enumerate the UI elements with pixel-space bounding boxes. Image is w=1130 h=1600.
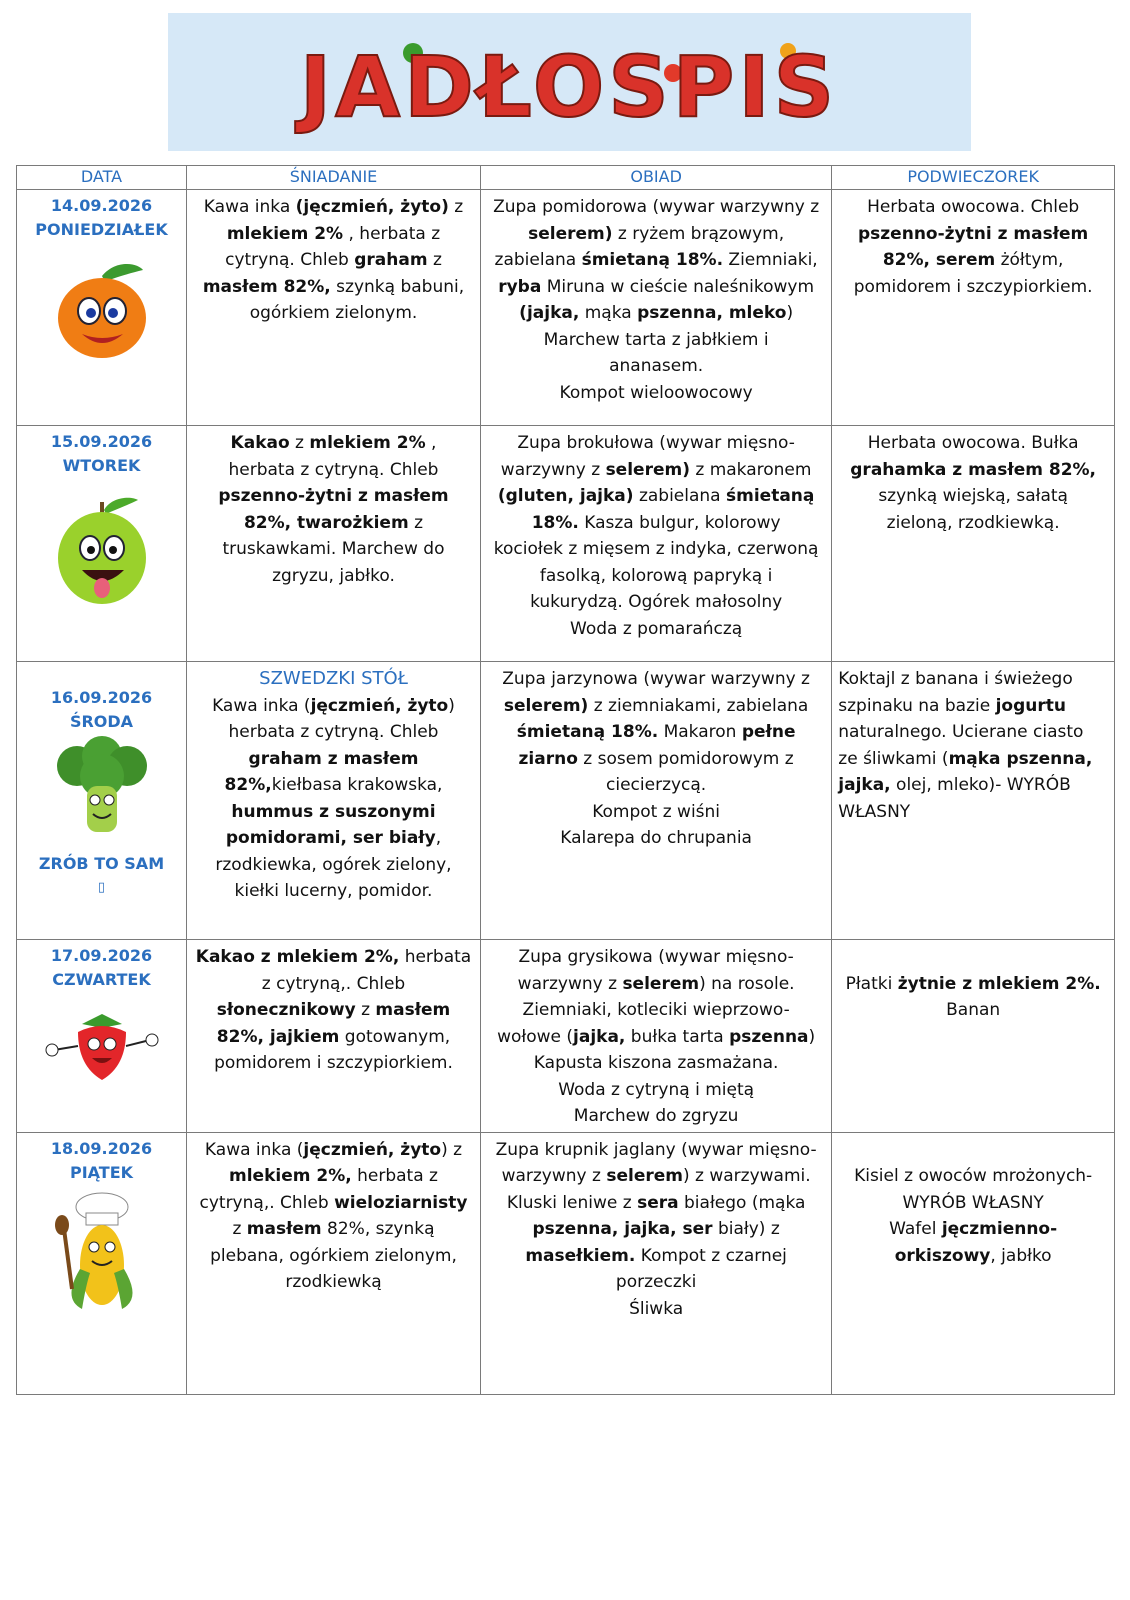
menu-text: jogurtu: [995, 695, 1066, 716]
menu-text: olej, mleko)- WYRÓB: [890, 775, 1071, 795]
menu-text: warzywny z: [500, 459, 606, 480]
breakfast-cell: [187, 940, 481, 1133]
menu-text: jęczmień, żyto: [303, 1139, 442, 1160]
menu-text: sera: [637, 1192, 679, 1213]
menu-line: [487, 274, 825, 301]
date: 14.09.2026: [50, 196, 153, 215]
menu-line: [193, 430, 474, 457]
weekday: PIĄTEK: [69, 1162, 134, 1182]
note-mark: ▯: [97, 880, 106, 895]
menu-text: wołowe (: [497, 1026, 574, 1047]
menu-text: Herbata owocowa. Bułka: [867, 433, 1079, 453]
menu-line: [838, 746, 1108, 773]
menu-text: kukurydzą. Ogórek małosolny: [530, 592, 783, 612]
menu-line: [193, 1269, 474, 1296]
banner-title: JADŁOSPIS: [299, 38, 839, 136]
menu-line: [193, 1243, 474, 1270]
lunch-cell: [480, 940, 831, 1133]
menu-text: selerem: [622, 973, 700, 994]
menu-text: ) z warzywami.: [682, 1166, 811, 1186]
menu-text: rzodkiewka, ogórek zielony,: [215, 854, 452, 875]
menu-line: [193, 1024, 474, 1051]
menu-line: [193, 852, 474, 879]
menu-line: [487, 825, 825, 852]
menu-text: żytnie z mlekiem 2%.: [897, 973, 1101, 994]
menu-text: jęczmień, żyto: [310, 695, 449, 716]
menu-line: [838, 719, 1108, 746]
day-row: [17, 190, 1115, 426]
menu-text: Ziemniaki,: [723, 250, 818, 270]
menu-text: z: [408, 512, 424, 533]
menu-text: pełne: [741, 722, 796, 742]
menu-line: [838, 247, 1108, 274]
menu-text: Kompot z czarnej: [635, 1245, 787, 1266]
menu-line: [193, 194, 474, 221]
menu-text: Kasza bulgur, kolorowy: [578, 512, 781, 533]
menu-line: [838, 1137, 1108, 1164]
menu-text: pszenna: [729, 1026, 809, 1047]
menu-line: [193, 300, 474, 327]
menu-text: graham z masłem: [248, 748, 419, 769]
menu-line: [487, 247, 825, 274]
menu-line: [487, 1296, 825, 1323]
menu-text: Kakao: [230, 433, 290, 453]
menu-text: kiełki lucerny, pomidor.: [234, 881, 433, 901]
menu-text: ze śliwkami (: [838, 748, 949, 769]
menu-line: [487, 221, 825, 248]
menu-table: [16, 165, 1115, 1395]
menu-text: naturalnego. Ucierane ciasto: [838, 722, 1084, 742]
menu-text: (jajka,: [519, 303, 580, 323]
menu-text: (gluten, jajka): [497, 486, 634, 506]
menu-text: Zupa grysikowa (wywar mięsno-: [518, 947, 794, 967]
menu-text: Kalarepa do chrupania: [560, 828, 752, 848]
menu-line: [487, 589, 825, 616]
menu-text: Zupa jarzynowa (wywar warzywny z: [502, 669, 810, 689]
menu-text: Zupa krupnik jaglany (wywar mięsno-: [495, 1139, 817, 1160]
menu-line: [838, 1190, 1108, 1217]
menu-line: [487, 666, 825, 693]
menu-text: Makaron: [658, 722, 742, 742]
menu-line: [487, 457, 825, 484]
menu-text: z: [448, 197, 464, 217]
menu-text: z makaronem: [689, 459, 812, 480]
menu-text: Ziemniaki, kotleciki wieprzowo-: [522, 1000, 790, 1020]
menu-line: [487, 536, 825, 563]
menu-text: Wafel: [889, 1219, 942, 1239]
menu-text: śmietaną 18%.: [581, 250, 724, 270]
snack-cell: [832, 1132, 1115, 1394]
menu-text: hummus z suszonymi: [231, 801, 436, 822]
menu-line: [487, 1269, 825, 1296]
menu-line: [838, 1243, 1108, 1270]
menu-line: [838, 194, 1108, 221]
menu-text: Woda z cytryną i miętą: [558, 1079, 755, 1100]
menu-line: [193, 274, 474, 301]
menu-line: [193, 693, 474, 720]
menu-line: [487, 194, 825, 221]
menu-text: jęczmienno-: [941, 1219, 1058, 1239]
menu-line: [487, 799, 825, 826]
date: 16.09.2026: [50, 688, 153, 707]
menu-text: pszenno-żytni z masłem: [218, 486, 449, 506]
menu-line: [487, 1077, 825, 1104]
menu-line: [193, 878, 474, 905]
menu-text: z: [232, 1219, 247, 1239]
menu-text: graham: [354, 250, 428, 270]
menu-text: herbata z cytryną. Chleb: [228, 722, 439, 742]
menu-text: [970, 1140, 975, 1160]
menu-text: rzodkiewką: [285, 1272, 382, 1292]
header-date: DATA: [17, 166, 187, 190]
menu-line: [838, 772, 1108, 799]
menu-line: [193, 1137, 474, 1164]
menu-text: zabielana: [494, 250, 582, 270]
menu-line: [487, 971, 825, 998]
menu-text: selerem): [503, 695, 589, 716]
menu-text: , herbata z: [343, 223, 441, 244]
menu-text: 82%, jajkiem: [216, 1026, 340, 1047]
date: 18.09.2026: [50, 1138, 153, 1158]
menu-text: Kawa inka (: [204, 1139, 304, 1160]
menu-text: mlekiem 2%: [309, 433, 426, 453]
menu-line: [487, 746, 825, 773]
menu-line: [487, 380, 825, 407]
menu-text: mąka: [579, 303, 638, 323]
menu-text: , jabłko: [990, 1245, 1052, 1266]
menu-text: ) na rosole.: [699, 973, 795, 994]
menu-line: [193, 971, 474, 998]
menu-line: [193, 536, 474, 563]
menu-text: z: [289, 433, 310, 453]
menu-text: szpinaku na bazie: [838, 695, 996, 716]
menu-line: [487, 719, 825, 746]
menu-text: szynką babuni,: [330, 276, 465, 297]
menu-text: Banan: [946, 1000, 1001, 1020]
title-banner: [168, 13, 971, 151]
menu-text: wieloziarnisty: [334, 1192, 468, 1213]
menu-text: Miruna w cieście naleśnikowym: [541, 276, 815, 297]
menu-text: 82%,: [224, 775, 272, 795]
day-row: [17, 662, 1115, 940]
menu-line: [487, 1024, 825, 1051]
menu-text: z sosem pomidorowym z: [577, 748, 794, 769]
breakfast-cell: [187, 662, 481, 940]
menu-text: ziarno: [518, 748, 578, 769]
menu-line: [487, 430, 825, 457]
menu-line: [838, 971, 1108, 998]
menu-text: śmietaną: [726, 486, 815, 506]
menu-text: Płatki: [845, 973, 898, 994]
header-snack: PODWIECZOREK: [832, 166, 1115, 190]
menu-line: [487, 353, 825, 380]
menu-text: masłem 82%,: [202, 276, 331, 297]
weekday: ŚRODA: [69, 712, 134, 731]
menu-text: masłem: [375, 1000, 451, 1020]
weekday: PONIEDZIAŁEK: [35, 220, 168, 239]
menu-line: [487, 483, 825, 510]
breakfast-title: SZWEDZKI STÓŁ: [259, 668, 408, 689]
menu-text: herbata z: [351, 1166, 438, 1186]
menu-text: szynką wiejską, sałatą: [878, 486, 1068, 506]
menu-text: słonecznikowy: [216, 1000, 356, 1020]
snack-cell: [832, 662, 1115, 940]
menu-text: warzywny z: [501, 1166, 607, 1186]
menu-text: ciecierzycą.: [606, 775, 707, 795]
date-cell: [17, 190, 187, 426]
menu-line: [193, 746, 474, 773]
menu-text: bułka tarta: [625, 1026, 730, 1047]
breakfast-cell: [187, 190, 481, 426]
menu-text: ryba: [498, 276, 542, 297]
menu-text: selerem): [605, 459, 690, 480]
header-lunch: OBIAD: [480, 166, 831, 190]
menu-text: zabielana: [633, 486, 727, 506]
menu-line: [193, 997, 474, 1024]
menu-text: jajka,: [838, 775, 891, 795]
menu-line: [487, 300, 825, 327]
menu-line: [487, 693, 825, 720]
menu-text: ogórkiem zielonym.: [249, 303, 418, 323]
lunch-cell: [480, 190, 831, 426]
menu-text: z cytryną,. Chleb: [261, 973, 406, 994]
menu-text: Kawa inka: [203, 197, 296, 217]
date-cell: [17, 940, 187, 1133]
menu-line: [193, 825, 474, 852]
menu-text: Marchew tarta z jabłkiem i: [543, 329, 769, 350]
day-row: [17, 426, 1115, 662]
menu-text: mąka pszenna,: [948, 748, 1093, 769]
menu-line: [193, 1216, 474, 1243]
menu-text: jajka,: [573, 1026, 626, 1047]
menu-line: [193, 799, 474, 826]
orange-character-icon: [47, 256, 157, 366]
menu-line: [193, 221, 474, 248]
banner-title-art: [168, 13, 971, 151]
menu-line: [487, 772, 825, 799]
menu-text: porzeczki: [615, 1272, 697, 1292]
menu-text: 18%.: [531, 512, 579, 533]
menu-text: ): [448, 695, 455, 716]
menu-line: [193, 1163, 474, 1190]
corn-chef-character-icon: [42, 1189, 162, 1315]
date: 17.09.2026: [50, 946, 153, 965]
menu-line: [193, 944, 474, 971]
menu-text: cytryną. Chleb: [225, 250, 355, 270]
menu-line: [487, 1103, 825, 1130]
menu-text: biały) z: [712, 1219, 780, 1239]
menu-line: [838, 430, 1108, 457]
menu-text: Zupa pomidorowa (wywar warzywny z: [493, 197, 820, 217]
header-breakfast: ŚNIADANIE: [187, 166, 481, 190]
menu-line: [487, 1190, 825, 1217]
menu-line: [487, 1216, 825, 1243]
menu-line: [487, 510, 825, 537]
menu-text: Kapusta kiszona zasmażana.: [533, 1053, 779, 1073]
day-row: [17, 940, 1115, 1133]
snack-cell: [832, 190, 1115, 426]
menu-text: mlekiem 2%: [226, 223, 344, 244]
menu-text: białego (mąka: [678, 1192, 806, 1213]
menu-text: pomidorami, ser biały: [225, 828, 436, 848]
day-row: [17, 1132, 1115, 1394]
menu-text: z ziemniakami, zabielana: [588, 695, 809, 716]
date-cell: [17, 1132, 187, 1394]
menu-line: [838, 510, 1108, 537]
menu-line: [193, 719, 474, 746]
menu-line: [487, 327, 825, 354]
menu-text: z ryżem brązowym,: [612, 223, 785, 244]
broccoli-character-icon: [47, 736, 157, 842]
menu-line: [487, 1137, 825, 1164]
menu-text: plebana, ogórkiem zielonym,: [210, 1245, 457, 1266]
menu-line: [838, 799, 1108, 826]
menu-text: WYRÓB WŁASNY: [902, 1192, 1044, 1213]
menu-text: gotowanym,: [339, 1026, 451, 1047]
date-cell: [17, 426, 187, 662]
menu-text: z: [427, 250, 442, 270]
menu-line: [193, 483, 474, 510]
menu-text: śmietaną 18%.: [516, 722, 659, 742]
menu-text: mlekiem 2%,: [229, 1166, 352, 1186]
menu-text: pszenno-żytni z masłem: [858, 223, 1089, 244]
weekday: CZWARTEK: [52, 970, 151, 989]
menu-line: [487, 616, 825, 643]
menu-line: [838, 483, 1108, 510]
menu-text: Kluski leniwe z: [506, 1192, 638, 1213]
date: 15.09.2026: [50, 432, 153, 451]
menu-line: [838, 693, 1108, 720]
menu-text: Herbata owocowa. Chleb: [867, 197, 1080, 217]
menu-text: kociołek z mięsem z indyka, czerwoną: [493, 539, 819, 559]
menu-text: (jęczmień, żyto): [295, 197, 449, 217]
menu-text: orkiszowy: [894, 1245, 991, 1266]
menu-line: [487, 1163, 825, 1190]
menu-text: truskawkami. Marchew do: [222, 539, 445, 559]
menu-text: masłem: [246, 1219, 322, 1239]
menu-line: [838, 1216, 1108, 1243]
menu-text: Koktajl z banana i świeżego: [838, 669, 1073, 689]
menu-text: Kompot z wiśni: [592, 801, 721, 822]
menu-text: pszenna, jajka, ser: [532, 1219, 713, 1239]
menu-text: pomidorem i szczypiorkiem.: [853, 276, 1093, 297]
menu-line: [838, 997, 1108, 1024]
menu-text: Zupa brokułowa (wywar mięsno-: [517, 433, 795, 453]
menu-text: grahamka z masłem 82%,: [850, 459, 1097, 480]
menu-text: [970, 947, 975, 967]
snack-cell: [832, 426, 1115, 662]
header-row: [17, 166, 1115, 190]
menu-line: [193, 1050, 474, 1077]
menu-text: pomidorem i szczypiorkiem.: [214, 1053, 453, 1073]
menu-line: [838, 274, 1108, 301]
menu-text: Kawa inka (: [212, 695, 311, 716]
weekday: WTOREK: [62, 456, 141, 475]
menu-text: zgryzu, jabłko.: [272, 565, 395, 586]
menu-line: [193, 772, 474, 799]
menu-text: ananasem.: [609, 356, 704, 376]
menu-text: żółtym,: [995, 250, 1064, 270]
menu-text: z: [355, 1000, 376, 1020]
menu-text: pszenna, mleko: [637, 303, 787, 323]
menu-text: masełkiem.: [525, 1245, 636, 1266]
breakfast-cell: [187, 426, 481, 662]
strawberry-character-icon: [42, 1010, 162, 1084]
menu-line: [487, 997, 825, 1024]
menu-text: Kisiel z owoców mrożonych-: [854, 1166, 1093, 1186]
menu-line: [838, 666, 1108, 693]
menu-text: cytryną,. Chleb: [199, 1192, 335, 1213]
menu-text: Kompot wieloowocowy: [559, 382, 753, 403]
menu-text: ,: [425, 433, 437, 453]
menu-text: ) z: [441, 1139, 463, 1160]
menu-line: [193, 510, 474, 537]
menu-text: ): [786, 303, 794, 323]
lunch-cell: [480, 1132, 831, 1394]
menu-text: WŁASNY: [838, 801, 911, 822]
menu-line: [487, 1243, 825, 1270]
menu-line: [193, 247, 474, 274]
menu-text: Kakao z mlekiem 2%,: [195, 947, 400, 967]
menu-text: 82%, twarożkiem: [243, 512, 409, 533]
menu-line: [838, 457, 1108, 484]
menu-line: [193, 457, 474, 484]
menu-text: herbata: [399, 947, 472, 967]
breakfast-cell: [187, 1132, 481, 1394]
menu-text: zieloną, rzodkiewką.: [886, 512, 1060, 533]
menu-line: [487, 944, 825, 971]
menu-text: Woda z pomarańczą: [570, 618, 743, 639]
snack-cell: [832, 940, 1115, 1133]
menu-line: [838, 221, 1108, 248]
menu-line: [193, 563, 474, 590]
apple-character-icon: [52, 492, 152, 612]
menu-text: selerem): [528, 223, 613, 244]
note: ZRÓB TO SAM: [38, 854, 165, 873]
menu-line: [838, 1163, 1108, 1190]
menu-line: [487, 1050, 825, 1077]
menu-text: herbata z cytryną. Chleb: [228, 459, 439, 480]
menu-line: [193, 1190, 474, 1217]
menu-text: ,: [435, 828, 442, 848]
menu-text: 82%, szynką: [321, 1219, 435, 1239]
menu-text: ): [808, 1026, 816, 1047]
menu-text: 82%, serem: [882, 250, 996, 270]
lunch-cell: [480, 662, 831, 940]
menu-text: selerem: [606, 1166, 683, 1186]
menu-text: fasolką, kolorową papryką i: [539, 565, 773, 586]
lunch-cell: [480, 426, 831, 662]
menu-text: kiełbasa krakowska,: [271, 775, 443, 795]
menu-line: [838, 944, 1108, 971]
menu-line: [487, 563, 825, 590]
menu-text: Śliwka: [629, 1298, 684, 1319]
menu-text: warzywny z: [517, 973, 623, 994]
menu-text: Marchew do zgryzu: [573, 1106, 739, 1126]
date-cell: [17, 662, 187, 940]
